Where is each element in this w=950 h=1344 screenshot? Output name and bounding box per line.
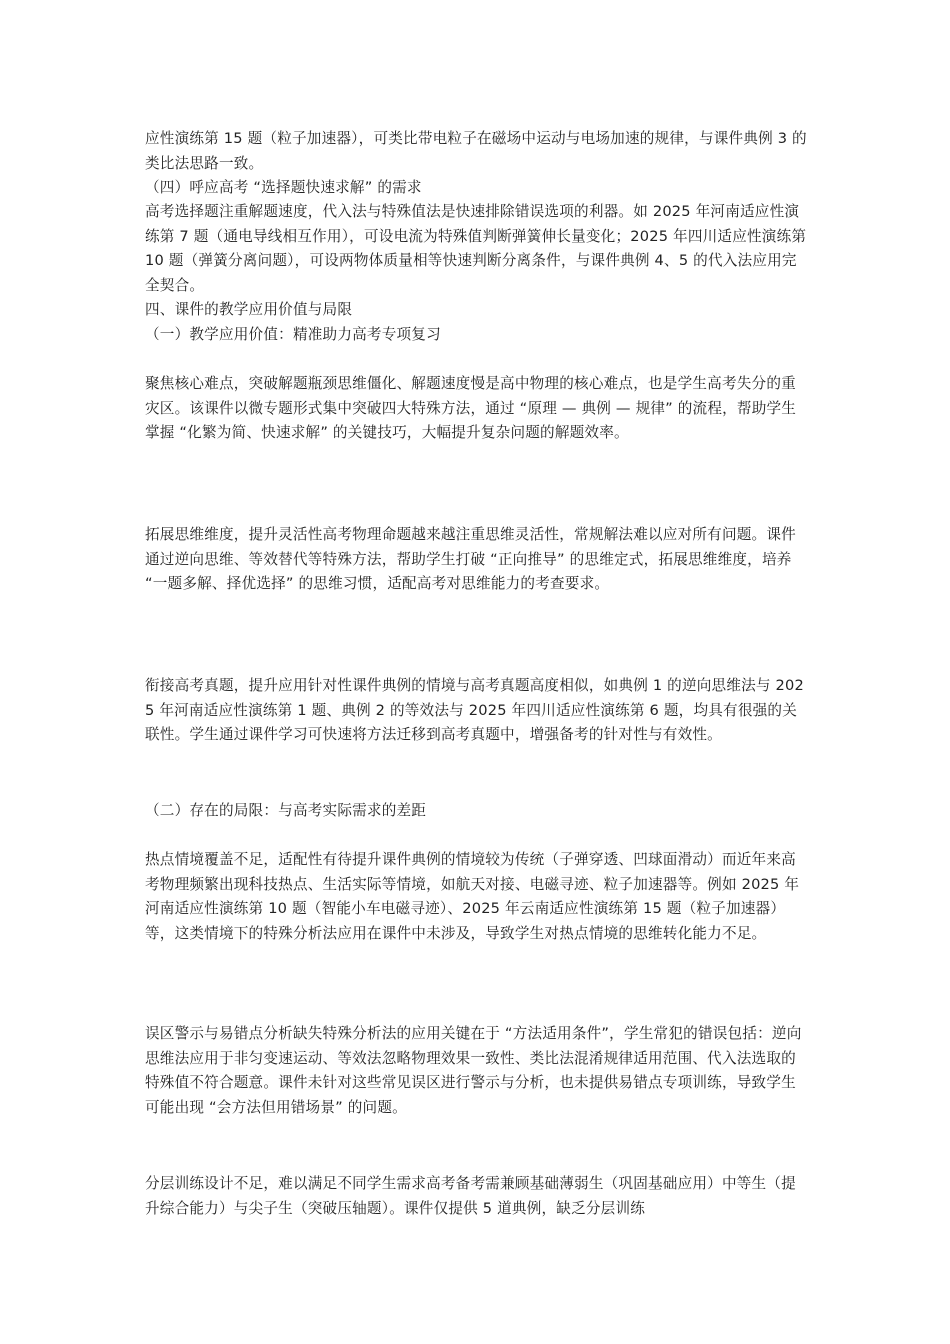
paragraph-tiered-training: 分层训练设计不足，难以满足不同学生需求高考备考需兼顾基础薄弱生（巩固基础应用）中等生（提升综合能力）与尖子生（突破压轴题）。课件仅提供 5 道典例，缺乏分层训练 — [145, 1175, 796, 1217]
paragraph-thinking-dimension: 拓展思维维度，提升灵活性高考物理命题越来越注重思维灵活性，常规解法难以应对所有问题。课件通过逆向思维、等效替代等特殊方法，帮助学生打破 “正向推导” 的思维定式，拓展思维维度，培养 “一题多解、择优选择” 的思维习惯，适配高考对思维能力的考查要求。 — [145, 526, 796, 592]
paragraph-multiple-choice-speed: 高考选择题注重解题速度，代入法与特殊值法是快速排除错误选项的利器。如 2025 年河南适应性演练第 7 题（通电导线相互作用），可设电流为特殊值判断弹簧伸长量变化；2025 年四川适应性演练第 10 题（弹簧分离问题），可设两物体质量相等快速判断分离条件，与课件典例 4、5 的代入法应用完全契合。 — [145, 203, 807, 294]
paragraph-exam-connection: 衔接高考真题，提升应用针对性课件典例的情境与高考真题高度相似，如典例 1 的逆向思维法与 2025 年河南适应性演练第 1 题、典例 2 的等效法与 2025 年四川适应性演练第 6 题，均具有很强的关联性。学生通过课件学习可快速将方法迁移到高考真题中，增强备考的针对性与有效性。 — [145, 677, 805, 743]
section-heading-teaching-value: （一）教学应用价值：精准助力高考专项复习 — [145, 326, 441, 343]
paragraph-hot-topic-coverage: 热点情境覆盖不足，适配性有待提升课件典例的情境较为传统（子弹穿透、凹球面滑动）而近年来高考物理频繁出现科技热点、生活实际等情境，如航天对接、电磁寻迹、粒子加速器等。例如 2025 年河南适应性演练第 10 题（智能小车电磁寻迹）、2025 年云南适应性演练第 15 题（粒子加速器）等，这类情境下的特殊分析法应用在课件中未涉及，导致学生对热点情境的思维转化能力不足。 — [145, 851, 800, 942]
paragraph-core-difficulty: 聚焦核心难点，突破解题瓶颈思维僵化、解题速度慢是高中物理的核心难点，也是学生高考失分的重灾区。该课件以微专题形式集中突破四大特殊方法，通过 “原理 — 典例 — 规律” 的流程，帮助学生掌握 “化繁为简、快速求解” 的关键技巧，大幅提升复杂问题的解题效率。 — [145, 375, 797, 441]
paragraph-error-warnings: 误区警示与易错点分析缺失特殊分析法的应用关键在于 “方法适用条件”，学生常犯的错误包括：逆向思维法应用于非匀变速运动、等效法忽略物理效果一致性、类比法混淆规律适用范围、代入法选取的特殊值不符合题意。课件未针对这些常见误区进行警示与分析，也未提供易错点专项训练，导致学生可能出现 “会方法但用错场景” 的问题。 — [145, 1025, 802, 1116]
paragraph-particle-accelerator-analogy: 应性演练第 15 题（粒子加速器），可类比带电粒子在磁场中运动与电场加速的规律，与课件典例 3 的类比法思路一致。 — [145, 130, 807, 172]
section-heading-4: （四）呼应高考 “选择题快速求解” 的需求 — [145, 179, 422, 196]
chapter-heading-value-limits: 四、课件的教学应用价值与局限 — [145, 301, 353, 318]
section-heading-limitations: （二）存在的局限：与高考实际需求的差距 — [145, 802, 427, 819]
